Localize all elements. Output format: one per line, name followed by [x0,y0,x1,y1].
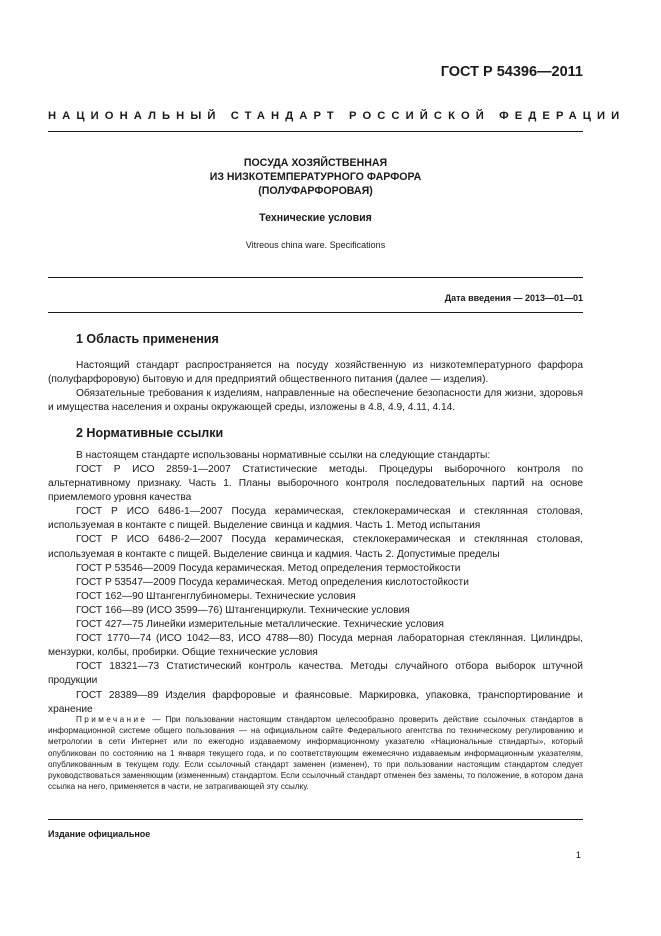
section-2-heading: 2 Нормативные ссылки [76,426,224,440]
note-label: Примечание [76,715,148,724]
section-1-heading: 1 Область применения [76,332,219,346]
reference-list [48,463,583,717]
section-2-intro: В настоящем стандарте использованы нормативные ссылки на следующие стандарты: [76,450,491,461]
date-rule [48,312,583,313]
reference-item: ГОСТ Р 53547—2009 Посуда керамическая. Метод определения кислотостойкости [76,576,469,588]
reference-item: ГОСТ 28389—89 Изделия фарфоровые и фаянсовые. Маркировка, упаковка, транспортирование и хранение [48,689,583,715]
official-edition-label: Издание официальное [48,829,151,839]
footer-rule [48,819,583,820]
reference-item: ГОСТ Р ИСО 6486-2—2007 Посуда керамическая, стеклокерамическая и стеклянная столовая, используемая в контакте с пищей. Выделение свинца и кадмия. Часть 2. Допустимые пределы [48,534,583,560]
document-subtitle: Технические условия [259,212,372,224]
title-line-1: ПОСУДА ХОЗЯЙСТВЕННАЯ [243,157,388,169]
date-of-introduction: Дата введения — 2013—01—01 [444,293,583,303]
reference-item: ГОСТ 18321—73 Статистический контроль качества. Методы случайного отбора выборок штучной продукции [48,661,583,687]
document-code: ГОСТ Р 54396—2011 [440,64,583,80]
title-rule [48,277,583,278]
reference-item: ГОСТ Р ИСО 6486-1—2007 Посуда керамическая, стеклокерамическая и стеклянная столовая, используемая в контакте с пищей. Выделение свинца и кадмия. Часть 1. Метод испытания [48,506,583,532]
english-title: Vitreous china ware. Specifications [245,240,386,250]
reference-item: ГОСТ 427—75 Линейки измерительные металлические. Технические условия [76,619,444,631]
note-paragraph [48,714,583,792]
reference-item: ГОСТ Р ИСО 2859-1—2007 Статистические методы. Процедуры выборочного контроля по альтернативному признаку. Часть 1. Планы выборочного контроля последовательных партий на основе приемлемого уровня качества [48,464,583,504]
title-line-3: (ПОЛУФАРФОРОВАЯ) [258,185,373,197]
title-line-2: ИЗ НИЗКОТЕМПЕРАТУРНОГО ФАРФОРА [209,171,422,183]
reference-item: ГОСТ Р 53546—2009 Посуда керамическая. Метод определения термостойкости [76,562,461,574]
note-text: — При пользовании настоящим стандартом целесообразно проверить действие ссылочных стандартов в информационной системе общего пользования — на официальном сайте Федерального агентства по техническому регулированию и метрологии в сети Интернет или по ежегодно издаваемому информационному указателю «Национальные стандарты», который опубликован по состоянию на 1 января текущего года, и по соответствующим ежемесячно издаваемым информационным указателям, опубликованным в текущем году. Если ссылочный стандарт заменен (изменен), то при пользовании настоящим стандартом следует руководствоваться заменяющим (измененным) стандартом. Если ссылочный стандарт отменен без замены, то положение, в котором дана ссылка на него, применяется в части, не затрагивающей эту ссылку. [48,715,583,792]
section-1-paragraph-2: Обязательные требования к изделиям, направленные на обеспечение безопасности для жизни, здоровья и имущества населения и охраны окружающей среды, изложены в 4.8, 4.9, 4.11, 4.14. [48,388,583,414]
header-rule [48,131,583,132]
national-standard-banner: НАЦИОНАЛЬНЫЙ СТАНДАРТ РОССИЙСКОЙ ФЕДЕРАЦИИ [48,110,626,122]
document-title [48,156,583,198]
page-number: 1 [575,850,581,861]
reference-item: ГОСТ 162—90 Штангенглубиномеры. Технические условия [76,590,356,602]
section-1-paragraph-1: Настоящий стандарт распространяется на посуду хозяйственную из низкотемпературного фарфора (полуфарфоровую) бытовую и для предприятий общественного питания (далее — изделия). [48,360,583,386]
reference-item: ГОСТ 1770—74 (ИСО 1042—83, ИСО 4788—80) Посуда мерная лабораторная стеклянная. Цилиндры, мензурки, колбы, пробирки. Общие технические условия [48,633,583,659]
reference-item: ГОСТ 166—89 (ИСО 3599—76) Штангенциркули. Технические условия [76,604,410,616]
